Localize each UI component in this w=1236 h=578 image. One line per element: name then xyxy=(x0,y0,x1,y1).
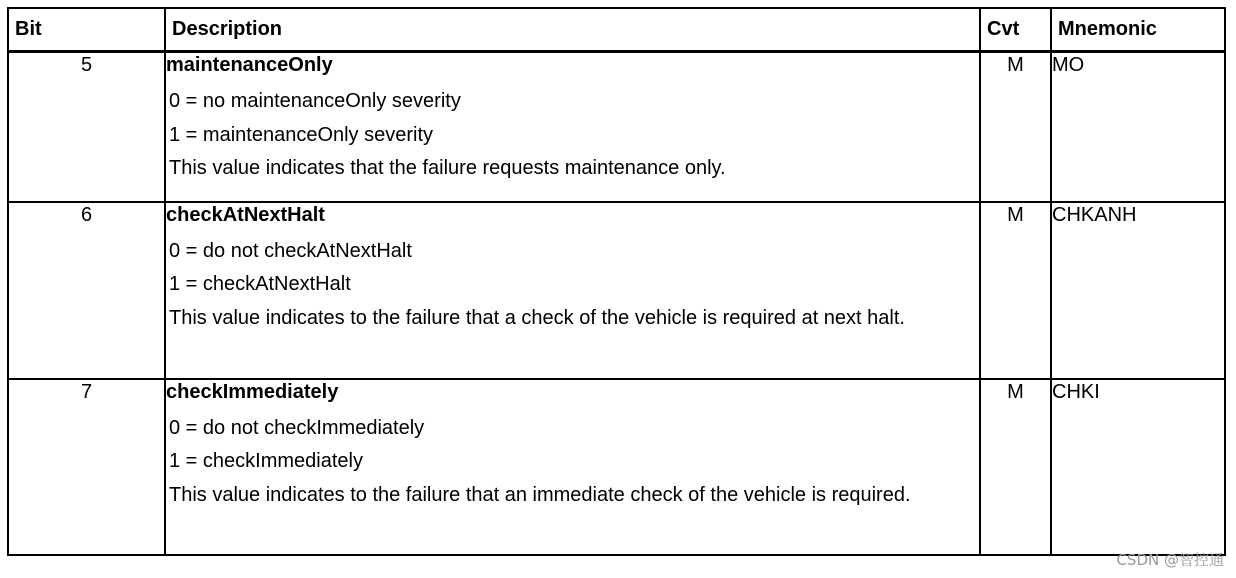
field-name: maintenanceOnly xyxy=(166,54,333,76)
mnemonic-value: MO xyxy=(1051,52,1225,202)
cvt-value: M xyxy=(980,379,1051,555)
bit-definition-table xyxy=(7,7,1226,556)
header-cvt: Cvt xyxy=(980,8,1051,52)
mnemonic-value: CHKI xyxy=(1051,379,1225,555)
field-explanation: This value indicates to the failure that an immediate check of the vehicle is required. xyxy=(169,483,911,506)
header-mnemonic: Mnemonic xyxy=(1051,8,1225,52)
value-option-0: 0 = do not checkAtNextHalt xyxy=(169,239,412,262)
value-option-1: 1 = checkAtNextHalt xyxy=(169,273,351,296)
bit-number: 7 xyxy=(8,379,165,555)
mnemonic-value: CHKANH xyxy=(1051,202,1225,379)
table-row xyxy=(8,379,1225,555)
table-row xyxy=(8,202,1225,379)
description-cell xyxy=(165,202,980,379)
cvt-value: M xyxy=(980,52,1051,202)
value-option-0: 0 = do not checkImmediately xyxy=(169,416,425,439)
header-description: Description xyxy=(165,8,980,52)
cvt-value: M xyxy=(980,202,1051,379)
field-explanation: This value indicates to the failure that a check of the vehicle is required at next halt. xyxy=(169,306,905,329)
field-name: checkImmediately xyxy=(166,380,339,403)
field-name: checkAtNextHalt xyxy=(166,203,325,226)
bit-number: 6 xyxy=(8,202,165,379)
value-option-1: 1 = maintenanceOnly severity xyxy=(169,123,434,146)
value-option-1: 1 = checkImmediately xyxy=(169,450,363,473)
value-option-0: 0 = no maintenanceOnly severity xyxy=(169,90,461,113)
bit-number: 5 xyxy=(8,52,165,202)
header-bit: Bit xyxy=(8,8,165,52)
watermark-text: CSDN @智控通 xyxy=(1116,551,1224,569)
table-header-row xyxy=(8,8,1225,52)
description-cell xyxy=(165,52,980,202)
description-cell xyxy=(165,379,980,555)
table-row xyxy=(8,52,1225,202)
field-explanation: This value indicates that the failure requests maintenance only. xyxy=(169,157,726,180)
